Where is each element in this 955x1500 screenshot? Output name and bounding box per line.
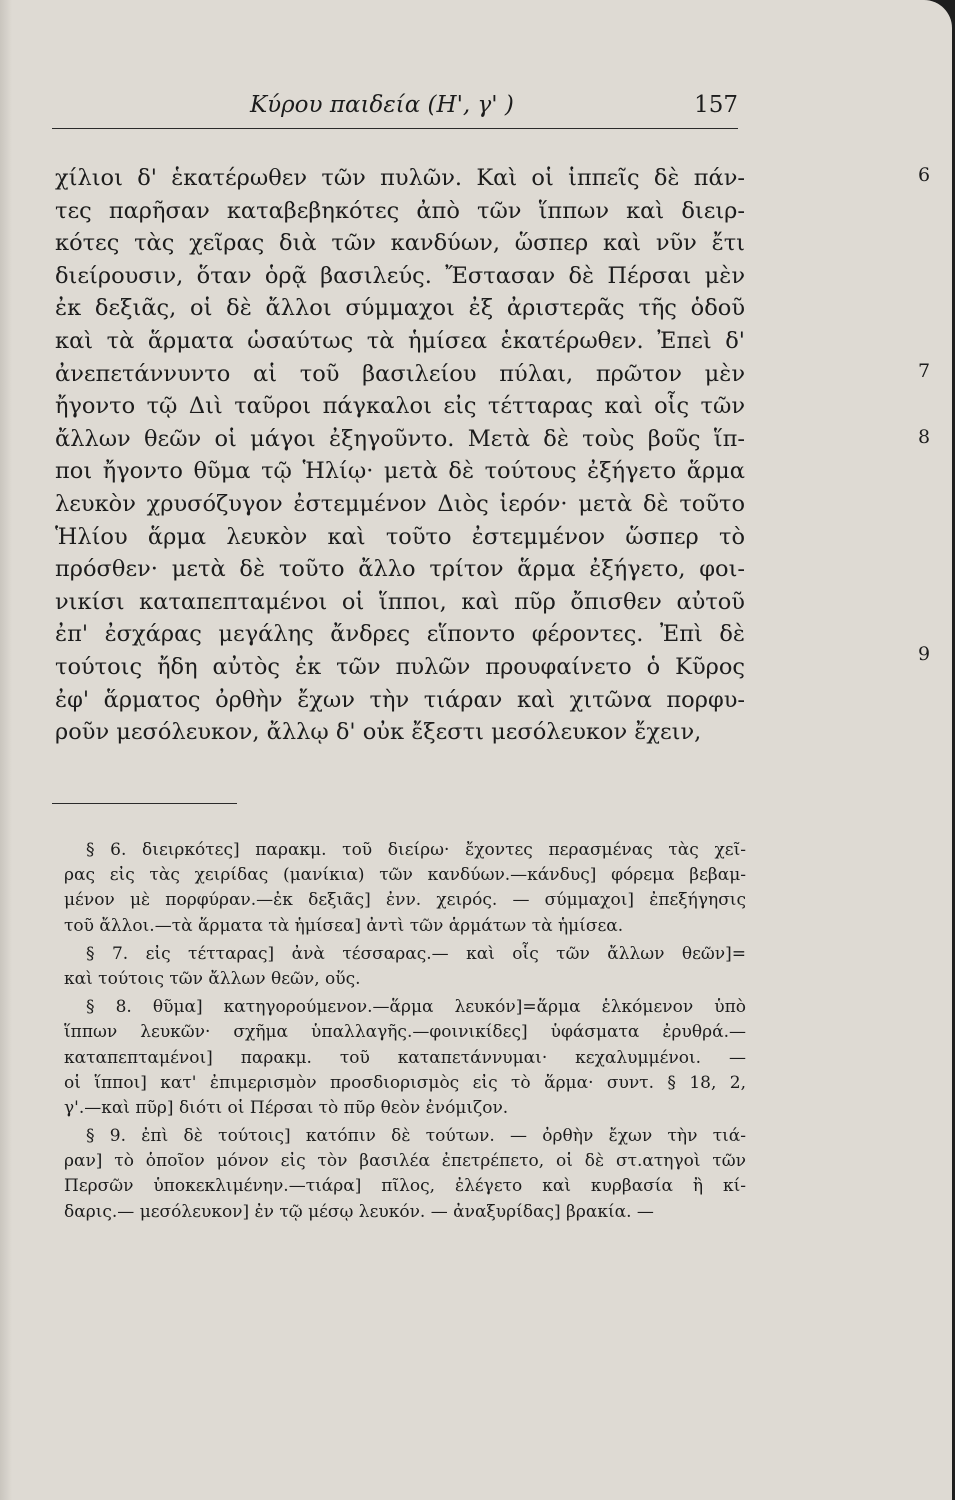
note-line: οἱ ἵπποι] κατ' ἐπιμερισμὸν προσδιορισμὸς εἰς τὸ ἅρμα· συντ. § 18, 2,: [64, 1072, 746, 1093]
text-line: διείρουσιν, ὅταν ὁρᾷ βασιλεύς. Ἔστασαν δὲ Πέρσαι μὲν: [55, 262, 745, 289]
note-line: ἵππων λευκῶν· σχῆμα ὑπαλλαγῆς.—φοινικίδες] ὑφάσματα ἐρυθρά.—: [64, 1022, 746, 1043]
text-line: ἤγοντο τῷ Διὶ ταῦροι πάγκαλοι εἰς τέτταρας καὶ οἷς τῶν: [55, 393, 745, 420]
text-line: καὶ τὰ ἅρματα ὡσαύτως τὰ ἡμίσεα ἑκατέρωθεν. Ἐπεὶ δ': [55, 327, 745, 354]
page-number: 157: [694, 92, 738, 118]
note-line: ραν] τὸ ὁποῖον μόνον εἰς τὸν βασιλέα ἐπετρέπετο, οἱ δὲ στ.ατηγοὶ τῶν: [64, 1151, 746, 1172]
page-edge-shadow: [0, 0, 12, 1500]
section-number-7: 7: [918, 360, 931, 382]
note-line: γ'.—καὶ πῦρ] διότι οἱ Πέρσαι τὸ πῦρ θεὸν ἐνόμιζον.: [64, 1097, 509, 1118]
note-line: § 6. διειρκότες] παρακμ. τοῦ διείρω· ἔχοντες περασμένας τὰς χεῖ-: [86, 840, 746, 860]
note-line: § 9. ἐπὶ δὲ τούτοις] κατόπιν δὲ τούτων. — ὀρθὴν ἔχων τὴν τιά-: [86, 1126, 746, 1147]
text-line: ἐφ' ἅρματος ὀρθὴν ἔχων τὴν τιάραν καὶ χιτῶνα πορφυ-: [55, 686, 745, 713]
note-line: τοῦ ἄλλοι.—τὰ ἅρματα τὰ ἡμίσεα] ἀντὶ τῶν ἁρμάτων τὰ ἡμίσεα.: [64, 915, 624, 936]
footnote-rule: [52, 803, 237, 804]
text-line: ἄλλων θεῶν οἱ μάγοι ἐξηγοῦντο. Μετὰ δὲ τοὺς βοῦς ἵπ-: [55, 425, 745, 452]
text-line: ἐκ δεξιᾶς, οἱ δὲ ἄλλοι σύμμαχοι ἐξ ἀριστερᾶς τῆς ὁδοῦ: [55, 295, 745, 322]
running-title: Κύρου παιδεία (Η', γ' ): [250, 92, 514, 118]
note-line: Περσῶν ὑποκεκλιμένην.—τιάρα] πῖλος, ἐλέγετο καὶ κυρβασία ἢ κί-: [64, 1176, 746, 1197]
note-line: § 7. εἰς τέτταρας] ἀνὰ τέσσαρας.— καὶ οἷς τῶν ἄλλων θεῶν]=: [86, 943, 746, 964]
text-line: πρόσθεν· μετὰ δὲ τοῦτο ἄλλο τρίτον ἅρμα ἐξήγετο, φοι-: [55, 556, 745, 583]
text-line: Ἡλίου ἅρμα λευκὸν καὶ τοῦτο ἐστεμμένον ὥσπερ τὸ: [55, 523, 745, 550]
running-header: [52, 92, 740, 132]
text-line: χίλιοι δ' ἑκατέρωθεν τῶν πυλῶν. Καὶ οἱ ἱππεῖς δὲ πάν-: [55, 165, 745, 191]
text-line: τες παρῆσαν καταβεβηκότες ἀπὸ τῶν ἵππων καὶ διειρ-: [55, 197, 745, 224]
main-text: [55, 162, 745, 749]
text-line: λευκὸν χρυσόζυγον ἐστεμμένον Διὸς ἱερόν· μετὰ δὲ τοῦτο: [55, 490, 745, 517]
text-line: κότες τὰς χεῖρας διὰ τῶν κανδύων, ὥσπερ καὶ νῦν ἔτι: [55, 230, 745, 257]
section-number-8: 8: [918, 426, 931, 448]
note-line: δαρις.— μεσόλευκον] ἐν τῷ μέσῳ λευκόν. — ἀναξυρίδας] βρακία. —: [64, 1201, 654, 1222]
commentary-notes: [64, 838, 746, 1225]
text-line: νικίσι καταπεπταμένοι οἱ ἵπποι, καὶ πῦρ ὄπισθεν αὐτοῦ: [55, 588, 745, 615]
header-rule: [52, 128, 738, 129]
note-line: μένον μὲ πορφύραν.—ἐκ δεξιᾶς] ἐνν. χειρός. — σύμμαχοι] ἐπεξήγησις: [64, 890, 746, 911]
note-line: καὶ τούτοις τῶν ἄλλων θεῶν, οὕς.: [64, 968, 361, 989]
section-number-9: 9: [918, 643, 931, 665]
note-line: § 8. θῦμα] κατηγορούμενον.—ἅρμα λευκόν]=ἅρμα ἑλκόμενον ὑπὸ: [86, 997, 746, 1018]
section-number-6: 6: [918, 164, 931, 186]
text-line: ἀνεπετάννυντο αἱ τοῦ βασιλείου πύλαι, πρῶτον μὲν: [55, 360, 745, 387]
text-line: ἐπ' ἐσχάρας μεγάλης ἄνδρες εἵποντο φέροντες. Ἐπὶ δὲ: [55, 621, 745, 648]
text-line: ποι ἤγοντο θῦμα τῷ Ἡλίῳ· μετὰ δὲ τούτους ἐξήγετο ἅρμα: [55, 458, 745, 485]
note-line: καταπεπταμένοι] παρακμ. τοῦ καταπετάννυμαι· κεχαλυμμένοι. —: [64, 1047, 746, 1068]
text-line: τούτοις ἤδη αὐτὸς ἐκ τῶν πυλῶν προυφαίνετο ὁ Κῦρος: [55, 653, 745, 680]
note-line: ρας εἰς τὰς χειρίδας (μανίκια) τῶν κανδύων.—κάνδυς] φόρεμα βεβαμ-: [64, 865, 746, 886]
text-line: ροῦν μεσόλευκον, ἄλλῳ δ' οὐκ ἔξεστι μεσόλευκον ἔχειν,: [55, 719, 702, 746]
